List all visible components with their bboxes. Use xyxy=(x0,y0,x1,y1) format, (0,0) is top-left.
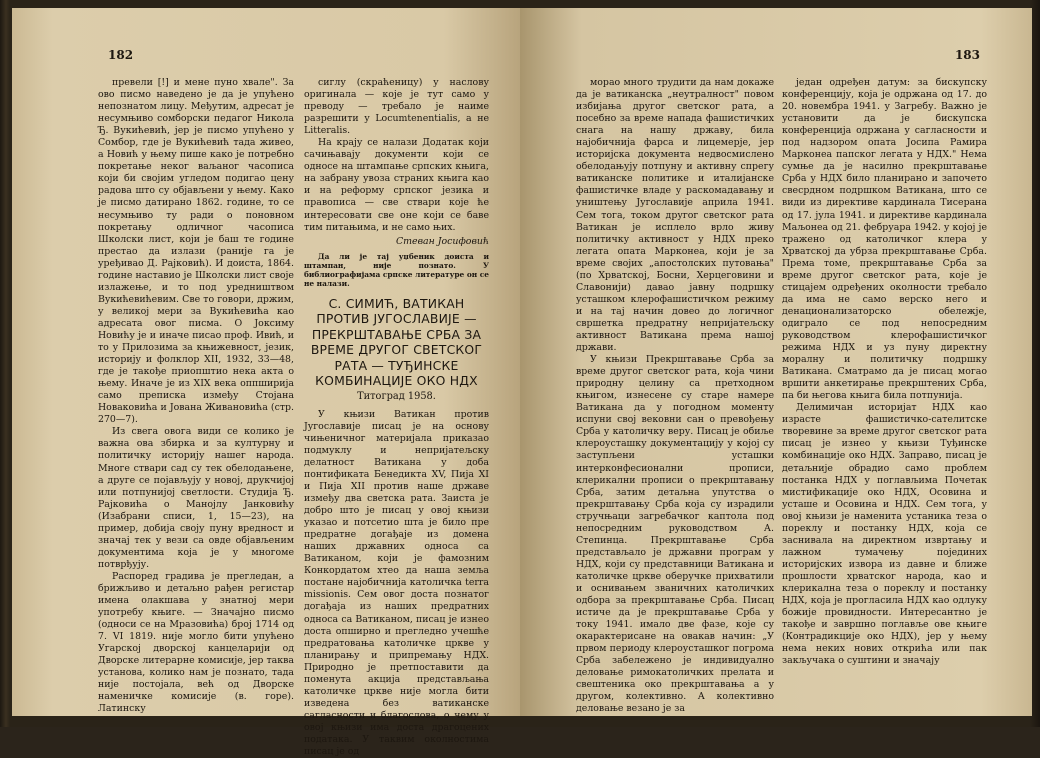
paragraph: сиглу (скраћеницу) у наслову оригинала — које је тут само у преводу — требало је наиме разрешити у Locumtenentialis, а не Litteralis. xyxy=(304,77,489,137)
paragraph: превели [!] и мене пуно хвале". За ово писмо наведено је да је упућено непознатом лицу. Међутим, адресат је несумњиво сомборски педагог Никола Ђ. Вукићевић, јер је писмо упућено у Сомбор, где је Вукићевић тада живео, а Новић у њему пише како је потребно покретање неког ваљаног часописа који би својим угледом подигао цену радова што су објављени у њему. Како је писмо датирано 1862. године, то се несумњиво ту ради о поновном покретању одличног часописа Школски лист, који је баш те године престао да излази (раније га је уређивао Д. Рајковић). И доиста, 1864. године наставио је Школски лист своје излажење, и то под уредништвом Вукићевићевим. Све то говори, држим, у великој мери за Вукићевића као адресата овог писма. О Јоксиму Новићу је и иначе писао проф. Ивић, и то у Прилозима за књижевност, језик, историју и фолклор XII, 1932, 33—48, где је такође приопштио нека акта о њему. Иначе је из XIX века оппширија само преписка између Стојана Новаковића и Јована Живановића (стр. 270—7). xyxy=(98,77,294,426)
page-number: 183 xyxy=(954,48,980,62)
text-column xyxy=(304,77,489,758)
review-heading: С. СИМИЋ, ВАТИКАН ПРОТИВ ЈУГОСЛАВИЈЕ — ПРЕКРШТАВАЊЕ СРБА ЗА ВРЕМЕ ДРУГОГ СВЕТСКОГ РАТА — ТУЂИНСКЕ КОМБИНАЦИЈЕ ОКО НДХ xyxy=(310,295,483,389)
right-page xyxy=(520,8,1032,716)
footnote: Да ли је тај уџбеник доиста и штампан, није познато. У библиографијама српске литературе он се не налази. xyxy=(304,251,489,288)
paragraph: један одређен датум: за бискупску конференцију, која је одржана од 17. до 20. новембра 1941. у Загребу. Важно је установити да је бискупска конференција одржана у сагласности и под надзором опата Јосипа Рамира Марконеа папског легата у НДХ." Нема сумње да је насилно прекрштавање Срба у НДХ било планирано и започето свесрдном подршком Ватикана, што се види из директиве кардинала Тисерана од 17. јула 1941. и директиве кардинала Маљонеа од 21. фебруара 1942. у којој је тражено од католичког клера у Хрватској да убрза прекрштавање Срба. Према томе, прекрштавање Срба за време другог светског рата, које је стицајем одређених околности требало да има не само верско него и денационализаторско обележје, одиграло се под непосредним руководством клерофашистичког режима НДХ и уз пуну директну моралну и политичку подршку Ватикана. Сматрамо да је писац могао вршити анкетирање прекрштених Срба, па би његова књига била потпунија. xyxy=(782,77,987,402)
text-column xyxy=(576,77,774,715)
paragraph: У књизи Прекрштавање Срба за време другог светског рата, која чини природну целину са претходном књигом, изнесене су старе намере Ватикана да у погодном моменту испуни свој вековни сан о превођењу Срба у католичку веру. Писац је обиље клероусташку документацију у којој су заступљени усташки интерконфесионални прописи, клерикални прописи о прекрштавању Срба, затим детаљна упутства о прекрштавању Срба која су израдили стручњаци загребачког каптола под непосредним руководством А. Степинца. Прекрштавање Срба представљало је државни програм у НДХ, који су представници Ватикана и католичке цркве оберучке прихватили и оснивањем званичних католичких одбора за прекрштавање Срба. Писац истиче да је прекрштавање Срба у току 1941. имало две фазе, које су окарактерисане на овакав начин: „У првом периоду клероусташког погрома Срба забележено је индивидуално деловање римокатоличких прелата и свештеника око прекрштавања а у другом, колективно. А колективно деловање везано је за xyxy=(576,354,774,715)
paragraph: На крају се налази Додатак који сачињавају документи који се односе на штампање српских књига, на забрану увоза страних књига као и на реформу српског језика и правописа — све ствари које ће интересовати све оне који се баве тим питањима, и не само њих. xyxy=(304,137,489,233)
paragraph: морао много трудити да нам докаже да је ватиканска „неутралност" повом избијања другог светског рата, а посебно за време напада фашистичких снага на нашу државу, била најобичнија фарса и лицемерје, јер историјска документа недвосмислено обелодањују потпуну и активну спрегу ватиканске политике и италијанске фашистичке владе у раскомадавању и уништењу Југославије априла 1941. Сем тога, током другог светског рата Ватикан је исплело врло живу политичку активност у НДХ преко легата опата Марконеа, који је за време својих „апостолских путовања" (по Хрватској, Босни, Херцеговини и Славонији) давао јавну подршку усташком клерофашистичком режиму и на тај начин довео до логичног свршетка предратну непријатељску активност Ватикана према нашој држави. xyxy=(576,77,774,354)
text-column xyxy=(98,77,294,715)
paragraph: Распоред градива је прегледан, а брижљиво и детаљно рађен регистар имена олакшава у знатној мери употребу књиге. — Значајно писмо (односи се на Мразовића) број 1714 од 7. VI 1819. није могло бити упућено Угарској дворској канцеларији од Дворске литерарне комисије, јер таква установа, колико нам је познато, тада није постојала, већ од Дворске наменичке комисије (в. горе). Латинску xyxy=(98,570,294,715)
paragraph: Делимичан историјат НДХ као израсте фашистичко-сателитске творевине за време другог светског рата писац је изнео у књизи Туђинске комбинације око НДХ. Заправо, писац је детаљније обрадио само проблем постанка НДХ у поглављима Почетак мистификације око НДХ, Осовина и усташе и Осовина и НДХ. Сем тога, у овој књизи је наменита устаника теза о пореклу и постанку НДХ, која се заснивала на директном извртању и лажном тумачењу појединих историјских извора из давне и ближе прошлости хрватског народа, као и клерикална теза о пореклу и постанку НДХ, која је прогласила НДХ као одлуку божије провидности. Интересантно је такође и завршно поглавље ове књиге (Контрадикције око НДХ), јер у њему нема неких нових открића или пак закључака о суштини и значају xyxy=(782,402,987,667)
page-number: 182 xyxy=(108,48,134,62)
review-subheading: Титоград 1958. xyxy=(357,390,436,402)
text-column xyxy=(782,77,987,707)
left-page xyxy=(12,8,520,758)
paragraph: У књизи Ватикан против Југославије писац је на основу чињеничног материјала приказао подмуклу и непријатељску делатност Ватикана у доба понтификата Бенедикта XV, Пија XI и Пија XII против наше државе између два светска рата. Заиста је добро што је писац у овој књизи указао и потсетио шта је било пре предратне догађаје из домена наших државних односа са Ватиканом, који је фамозним Конкордатом хтео да наша земља постане најобичнија католичка terra missionis. Сем овог доста познатог догађаја из наших предратних односа са Ватиканом, писац је изнео доста опширно и прегледно учешће предратовања католичке цркве у планирању и припремању НДХ. Природно је претпоставити да поменута акција представљања католичке цркве није могла бити изведена без ватиканске сагласности и благослова, о чему у овој књизи има доста драгоцених података. У таквим околностима писац је од xyxy=(304,408,489,758)
author-signature: Стеван Јосифовић xyxy=(395,235,489,247)
paragraph: Из свега овога види се колико је важна ова збирка и за културну и политичку историју нашег народа. Многе ствари сад су тек обелодањене, а друге се појављују у новој, друкчијој или потпунијој светлости. Студија Ђ. Рајковића о Манојлу Јанковићу (Изабрани списи, 1, 15—23), на пример, добија своју пуну вредност и значај тек у вези са овде објављеним документима која је у многоме потврђују. xyxy=(98,426,294,570)
